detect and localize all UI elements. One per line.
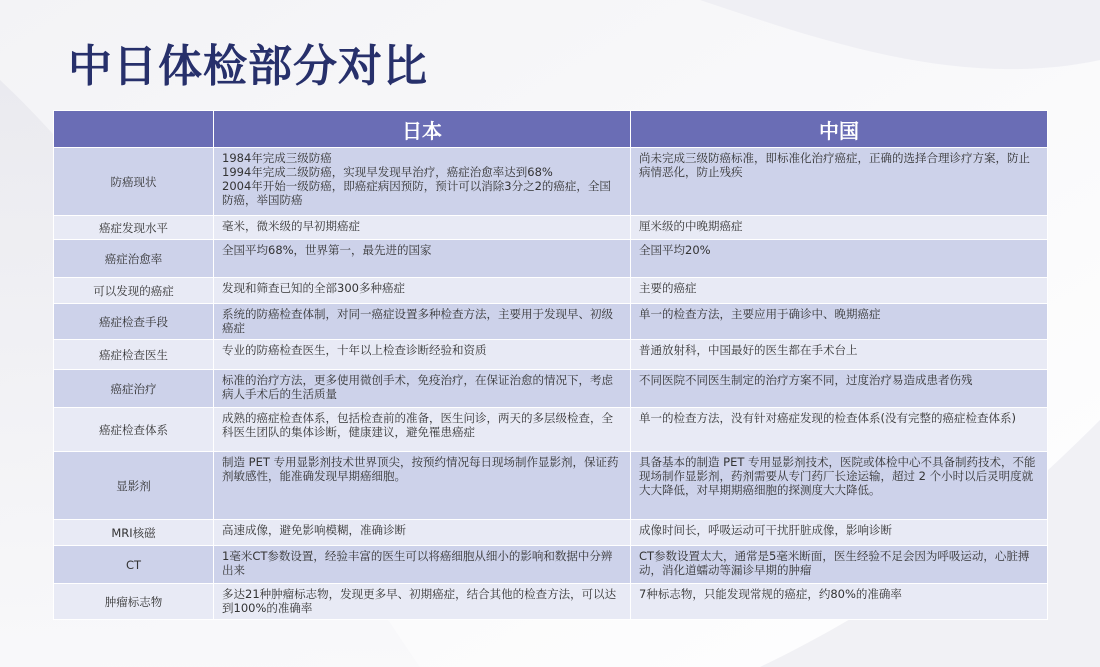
table-row xyxy=(54,408,1048,452)
row-label: 肿瘤标志物 xyxy=(54,584,214,620)
row-label: 癌症治疗 xyxy=(54,370,214,408)
table-row xyxy=(54,520,1048,546)
table-row xyxy=(54,546,1048,584)
comparison-table xyxy=(53,110,1048,620)
china-cell: 普通放射科，中国最好的医生都在手术台上 xyxy=(631,340,1048,370)
table-row xyxy=(54,240,1048,278)
table-row xyxy=(54,452,1048,520)
japan-cell: 毫米，微米级的早初期癌症 xyxy=(214,216,631,240)
china-cell: 7种标志物，只能发现常规的癌症，约80%的准确率 xyxy=(631,584,1048,620)
japan-cell: 1984年完成三级防癌 1994年完成二级防癌，实现早发现早治疗，癌症治愈率达到68% 2004年开始一级防癌，即癌症病因预防，预计可以消除3分之2的癌症，全国防癌，举国防癌 xyxy=(214,148,631,216)
japan-cell: 全国平均68%，世界第一，最先进的国家 xyxy=(214,240,631,278)
japan-cell: 多达21种肿瘤标志物，发现更多早、初期癌症，结合其他的检查方法，可以达到100%的准确率 xyxy=(214,584,631,620)
japan-cell: 成熟的癌症检查体系，包括检查前的准备，医生问诊，两天的多层级检查，全科医生团队的集体诊断，健康建议，避免罹患癌症 xyxy=(214,408,631,452)
table-row xyxy=(54,340,1048,370)
china-cell: 具备基本的制造 PET 专用显影剂技术，医院或体检中心不具备制药技术，不能现场制作显影剂，药剂需要从专门药厂长途运输，超过 2 个小时以后灵明度就大大降低，对早期期癌细胞的探测度大大降低。 xyxy=(631,452,1048,520)
japan-cell: 高速成像，避免影响模糊，准确诊断 xyxy=(214,520,631,546)
japan-cell: 1毫米CT参数设置，经验丰富的医生可以将癌细胞从细小的影响和数据中分辨出来 xyxy=(214,546,631,584)
header-china: 中国 xyxy=(631,111,1048,148)
row-label: CT xyxy=(54,546,214,584)
japan-cell: 系统的防癌检查体制，对同一癌症设置多种检查方法，主要用于发现早、初级癌症 xyxy=(214,304,631,340)
china-cell: CT参数设置太大，通常是5毫米断面，医生经验不足会因为呼吸运动，心脏搏动，消化道蠕动等漏诊早期的肿瘤 xyxy=(631,546,1048,584)
row-label: 癌症检查手段 xyxy=(54,304,214,340)
row-label: 显影剂 xyxy=(54,452,214,520)
china-cell: 不同医院不同医生制定的治疗方案不同，过度治疗易造成患者伤残 xyxy=(631,370,1048,408)
china-cell: 全国平均20% xyxy=(631,240,1048,278)
page-title: 中日体检部分对比 xyxy=(68,41,428,92)
table-row xyxy=(54,584,1048,620)
china-cell: 单一的检查方法，主要应用于确诊中、晚期癌症 xyxy=(631,304,1048,340)
header-empty-cell xyxy=(54,111,214,148)
china-cell: 主要的癌症 xyxy=(631,278,1048,304)
japan-cell: 发现和筛查已知的全部300多种癌症 xyxy=(214,278,631,304)
row-label: 癌症检查体系 xyxy=(54,408,214,452)
japan-cell: 制造 PET 专用显影剂技术世界顶尖，按预约情况每日现场制作显影剂，保证药剂敏感性，能准确发现早期癌细胞。 xyxy=(214,452,631,520)
table-body xyxy=(54,148,1048,620)
row-label: 可以发现的癌症 xyxy=(54,278,214,304)
china-cell: 厘米级的中晚期癌症 xyxy=(631,216,1048,240)
japan-cell: 专业的防癌检查医生，十年以上检查诊断经验和资质 xyxy=(214,340,631,370)
table-row xyxy=(54,278,1048,304)
china-cell: 尚未完成三级防癌标准，即标准化治疗癌症，正确的选择合理诊疗方案，防止病情恶化，防止残疾 xyxy=(631,148,1048,216)
row-label: 癌症检查医生 xyxy=(54,340,214,370)
table-row xyxy=(54,148,1048,216)
row-label: 防癌现状 xyxy=(54,148,214,216)
table-row xyxy=(54,216,1048,240)
japan-cell: 标准的治疗方法，更多使用微创手术，免疫治疗，在保证治愈的情况下，考虑病人手术后的生活质量 xyxy=(214,370,631,408)
table-row xyxy=(54,304,1048,340)
table-row xyxy=(54,370,1048,408)
row-label: MRI核磁 xyxy=(54,520,214,546)
china-cell: 成像时间长，呼吸运动可干扰肝脏成像，影响诊断 xyxy=(631,520,1048,546)
table-header-row xyxy=(54,111,1048,148)
china-cell: 单一的检查方法，没有针对癌症发现的检查体系(没有完整的癌症检查体系) xyxy=(631,408,1048,452)
row-label: 癌症治愈率 xyxy=(54,240,214,278)
header-japan: 日本 xyxy=(214,111,631,148)
row-label: 癌症发现水平 xyxy=(54,216,214,240)
